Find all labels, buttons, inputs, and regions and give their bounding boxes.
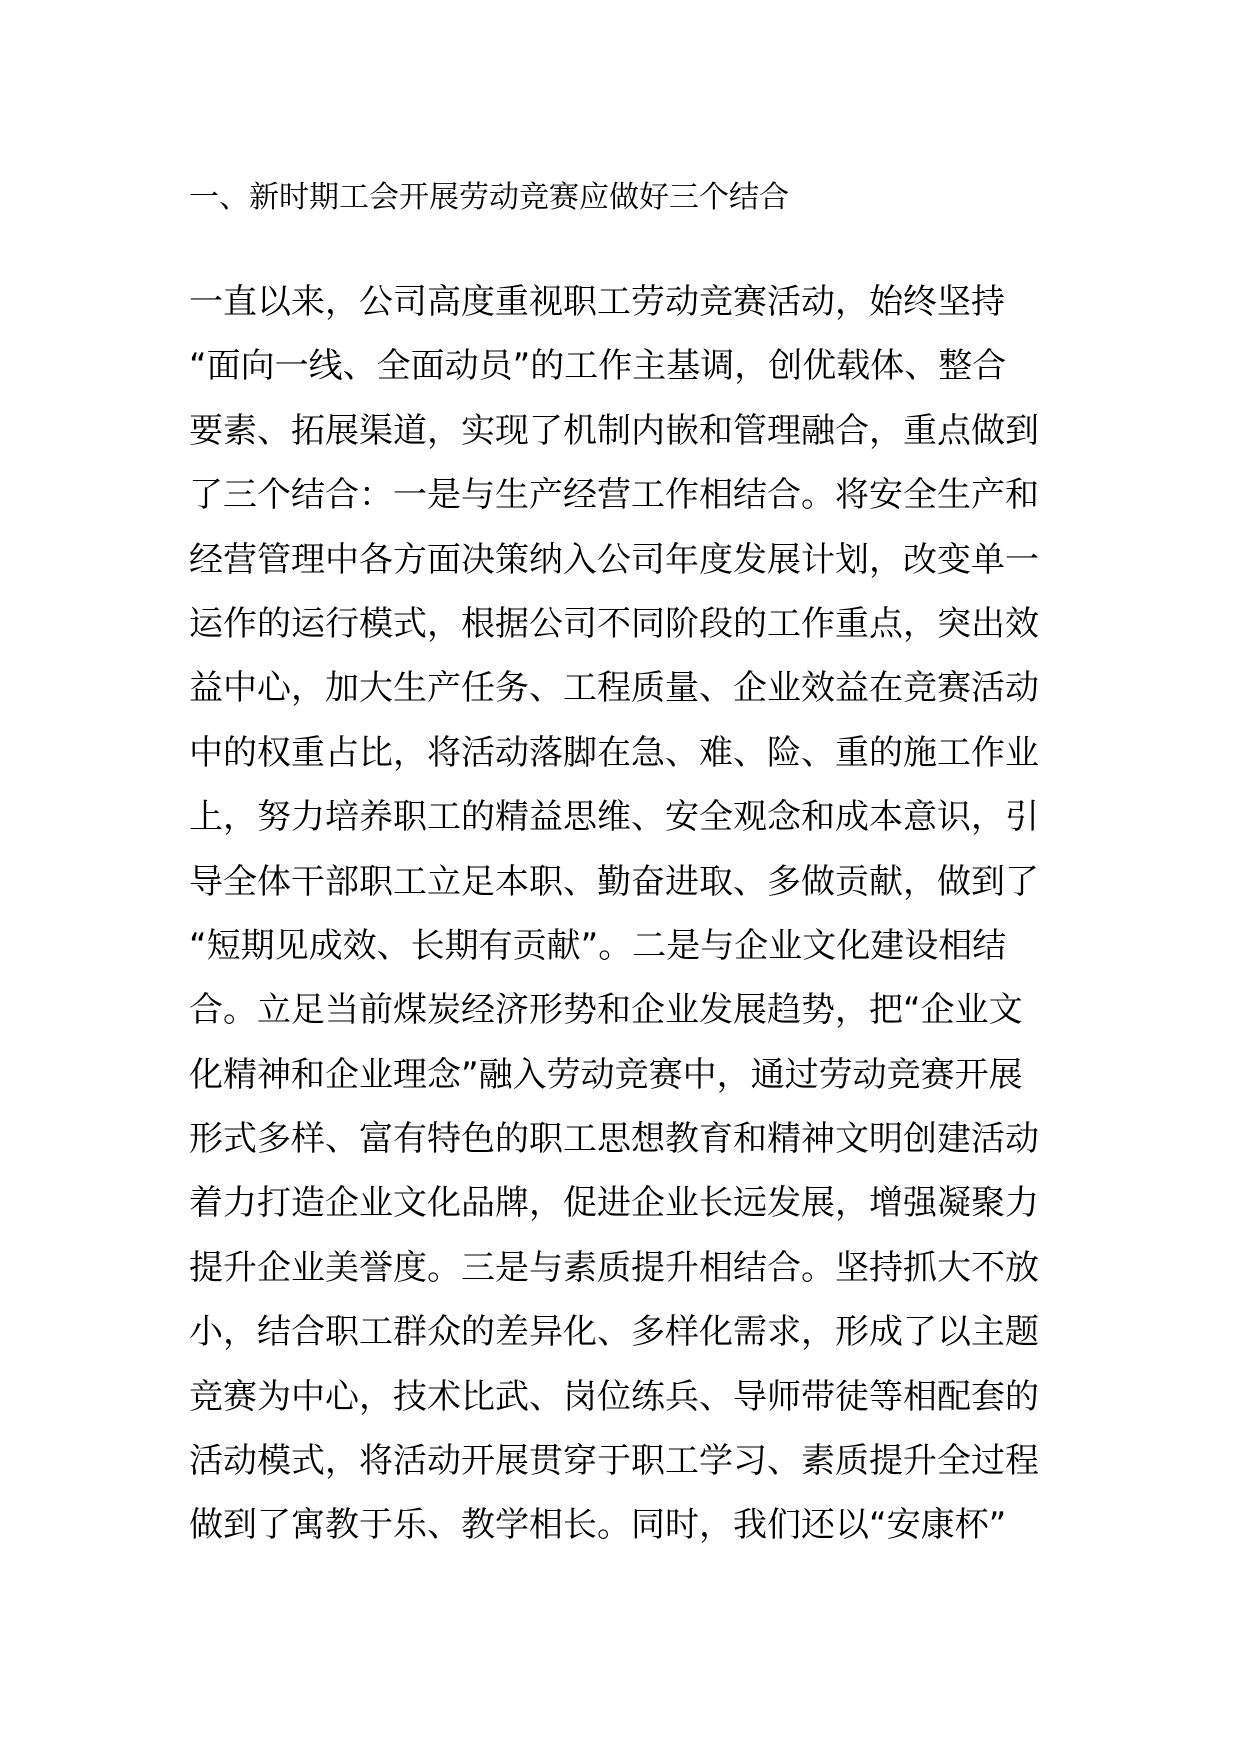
paragraph-line: 中的权重占比，将活动落脚在急、难、险、重的施工作业 [189,732,1039,773]
paragraph-line: 做到了寓教于乐、教学相长。同时，我们还以“安康杯” [189,1505,1007,1546]
paragraph-line: 提升企业美誉度。三是与素质提升相结合。坚持抓大不放 [189,1247,1039,1288]
paragraph-line: 竞赛为中心，技术比武、岗位练兵、导师带徒等相配套的 [189,1376,1039,1417]
paragraph-line: 益中心，加大生产任务、工程质量、企业效益在竞赛活动 [189,668,1039,709]
section-heading: 一、新时期工会开展劳动竞赛应做好三个结合 [189,180,789,215]
paragraph-line: 化精神和企业理念”融入劳动竞赛中，通过劳动竞赛开展 [189,1054,1023,1095]
paragraph-line: 经营管理中各方面决策纳入公司年度发展计划，改变单一 [189,539,1039,580]
paragraph-line: 小，结合职工群众的差异化、多样化需求，形成了以主题 [189,1312,1039,1353]
paragraph-line: “短期见成效、长期有贡献”。二是与企业文化建设相结 [189,925,1007,966]
paragraph-line: 一直以来，公司高度重视职工劳动竞赛活动，始终坚持 [189,282,1005,322]
paragraph-line: “面向一线、全面动员”的工作主基调，创优载体、整合 [189,346,1007,387]
paragraph-line: 要素、拓展渠道，实现了机制内嵌和管理融合，重点做到 [189,410,1039,451]
paragraph-line: 活动模式，将活动开展贯穿于职工学习、素质提升全过程 [189,1441,1039,1482]
paragraph-line: 形式多样、富有特色的职工思想教育和精神文明创建活动 [189,1119,1039,1160]
body-paragraph [189,270,1059,1558]
paragraph-line: 着力打造企业文化品牌，促进企业长远发展，增强凝聚力 [189,1183,1039,1224]
paragraph-line: 上，努力培养职工的精益思维、安全观念和成本意识，引 [189,797,1039,838]
paragraph-line: 导全体干部职工立足本职、勤奋进取、多做贡献，做到了 [189,861,1039,902]
paragraph-line: 了三个结合：一是与生产经营工作相结合。将安全生产和 [189,475,1039,516]
paragraph-line: 运作的运行模式，根据公司不同阶段的工作重点，突出效 [189,603,1039,644]
paragraph-line: 合。立足当前煤炭经济形势和企业发展趋势，把“企业文 [189,990,1023,1031]
